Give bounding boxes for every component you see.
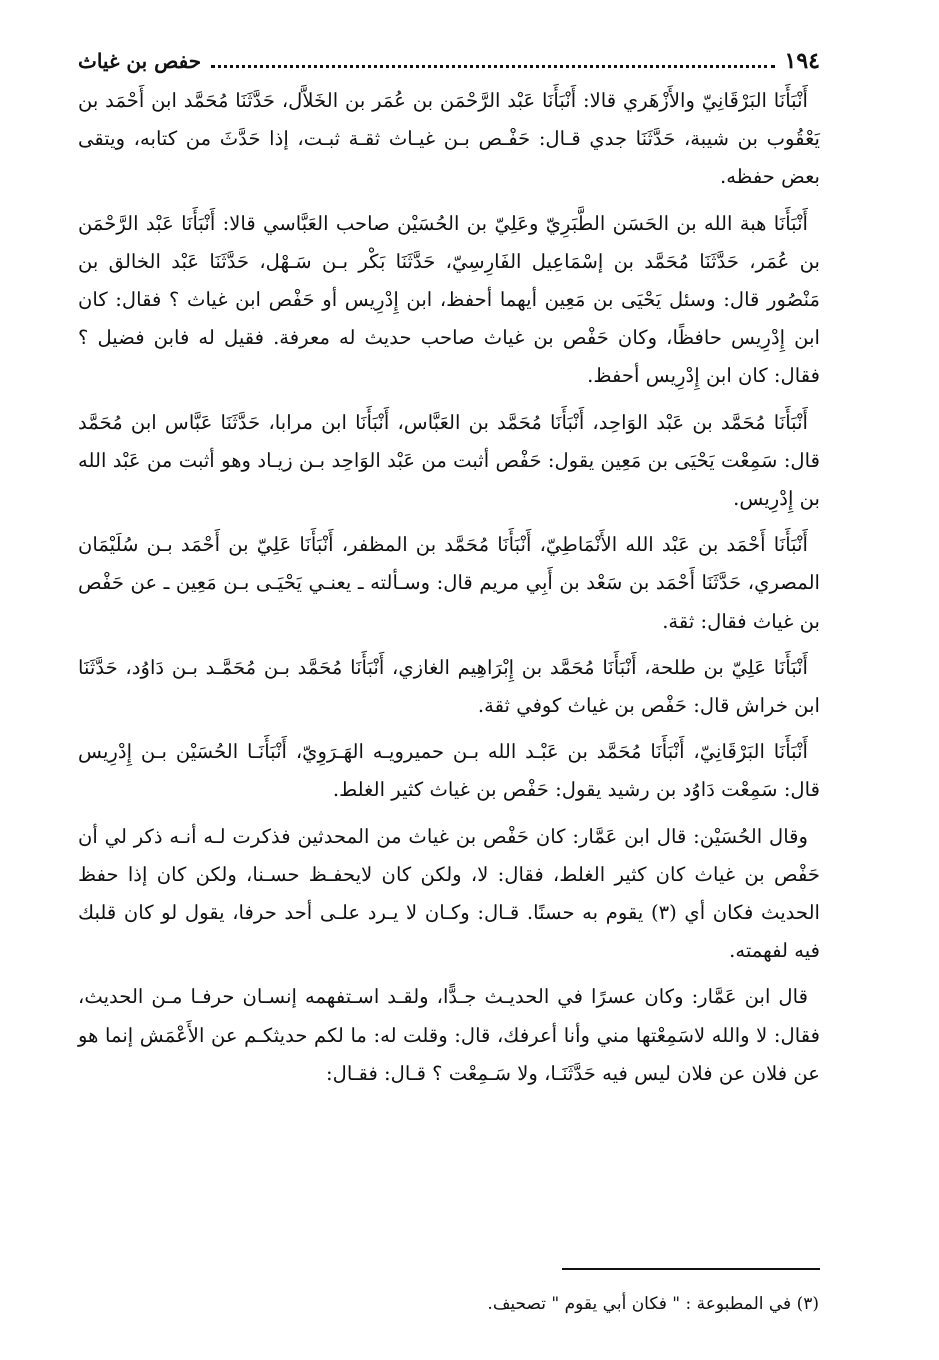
paragraph-8: قال ابن عَمَّار: وكان عسرًا في الحديـث جـدًّا، ولقـد اسـتفهمه إنسـان حرفـا مـن الحديث، فقال: لا والله لاسَمِعْتها مني وأنا أعرفك، قال: وقلت له: ما لكم حديثكـم عن الأَعْمَش إنما هو عن فلان عن فلان ليس فيه حَدَّثَنَـا، ولا سَـمِعْت ؟ قـال: فقـال: <box>78 985 820 1085</box>
paragraph-2: أَنْبَأَنَا هبة الله بن الحَسَن الطَّبَرِيّ وعَلِيّ بن الحُسَيْن صاحب العَبَّاسي قالا: أَنْبَأَنَا عَبْد الرَّحْمَن بن عُمَر، حَدَّثَنَا مُحَمَّد بن إسْمَاعِيل الفَارِسِيّ، حَدَّثَنَا بَكْر بـن سَـهْل، حَدَّثَنَا عَبْد الخالق بن مَنْصُور قال: وسئل يَحْيَى بن مَعِين أيهما أحفظ، ابن إِدْرِيس أو حَفْص ابن غياث ؟ فقال: كان ابن إِدْرِيس حافظًا، وكان حَفْص بن غياث صاحب حديث له معرفة. فقيل له فابن فضيل ؟ فقال: كان ابن إِدْرِيس أحفظ. <box>78 211 820 388</box>
footnote: (٣) في المطبوعة : " فكان أبي يقوم " تصحيف. <box>487 1294 819 1314</box>
footnote-separator <box>562 1268 820 1270</box>
book-page <box>78 46 820 1101</box>
running-title: حفص بن غياث <box>78 49 202 73</box>
header-dotted-leader <box>211 49 774 68</box>
running-header <box>78 46 820 80</box>
paragraph-6: أَنْبَأَنَا البَرْقَانِيّ، أَنْبَأَنَا مُحَمَّد بن عَبْـد الله بـن حميرويـه الهَـرَوِيّ، أَنْبَأَنَـا الحُسَيْن بـن إِدْرِيس قال: سَمِعْت دَاوُد بن رشيد يقول: حَفْص بن غياث كثير الغلط. <box>78 740 820 802</box>
paragraph-5: أَنْبَأَنَا عَلِيّ بن طلحة، أَنْبَأَنَا مُحَمَّد بن إِبْرَاهِيم الغازي، أَنْبَأَنَا مُحَمَّد بـن مُحَمَّـد بـن دَاوُد، حَدَّثَنَا ابن خراش قال: حَفْص بن غياث كوفي ثقة. <box>78 655 820 718</box>
paragraph-7: وقال الحُسَيْن: قال ابن عَمَّار: كان حَفْص بن غياث من المحدثين فذكرت لـه أنـه ذكر لي أن حَفْص بن غياث كان كثير الغلط، فقال: لا، ولكن كان لايحفـظ حسـنا، ولكن كان إذا حفظ الحديث فكان أي (٣) يقوم به حسنًا. قـال: وكـان لا يـرد علـى أحد حرفا، يقول لو كان قلبك فيه لفهمته. <box>78 824 820 963</box>
body-text <box>78 82 820 1093</box>
paragraph-3: أَنْبَأَنَا مُحَمَّد بن عَبْد الوَاحِد، أَنْبَأَنَا مُحَمَّد بن العَبَّاس، أَنْبَأَنَا ابن مرابا، حَدَّثَنَا عَبَّاس ابن مُحَمَّد قال: سَمِعْت يَحْيَى بن مَعِين يقول: حَفْص أثبت من عَبْد الوَاحِد بـن زيـاد وهو أثبت من عَبْد الله بن إِدْرِيس. <box>78 410 820 511</box>
page-number: ١٩٤ <box>784 48 820 74</box>
paragraph-1: أَنْبَأَنَا البَرْقَانِيّ والأَزْهَري قالا: أَنْبَأَنَا عَبْد الرَّحْمَن بن عُمَر بن الخَلاَّل، حَدَّثَنَا مُحَمَّد ابن أَحْمَد بن يَعْقُوب بن شيبة، حَدَّثَنَا جدي قـال: حَفْـص بـن غيـاث ثقـة ثبـت، إذا حَدَّثَ من كتابه، ويتقى بعض حفظه. <box>78 89 820 189</box>
paragraph-4: أَنْبَأَنَا أَحْمَد بن عَبْد الله الأَنْمَاطِيّ، أَنْبَأَنَا مُحَمَّد بن المظفر، أَنْبَأَنَا عَلِيّ بن أَحْمَد بـن سُلَيْمَان المصري، حَدَّثَنَا أَحْمَد بن سَعْد بن أَبِي مريم قال: وسـألته ـ يعنـي يَحْيَـى بـن مَعِين ـ عن حَفْص بن غياث فقال: ثقة. <box>78 533 820 633</box>
